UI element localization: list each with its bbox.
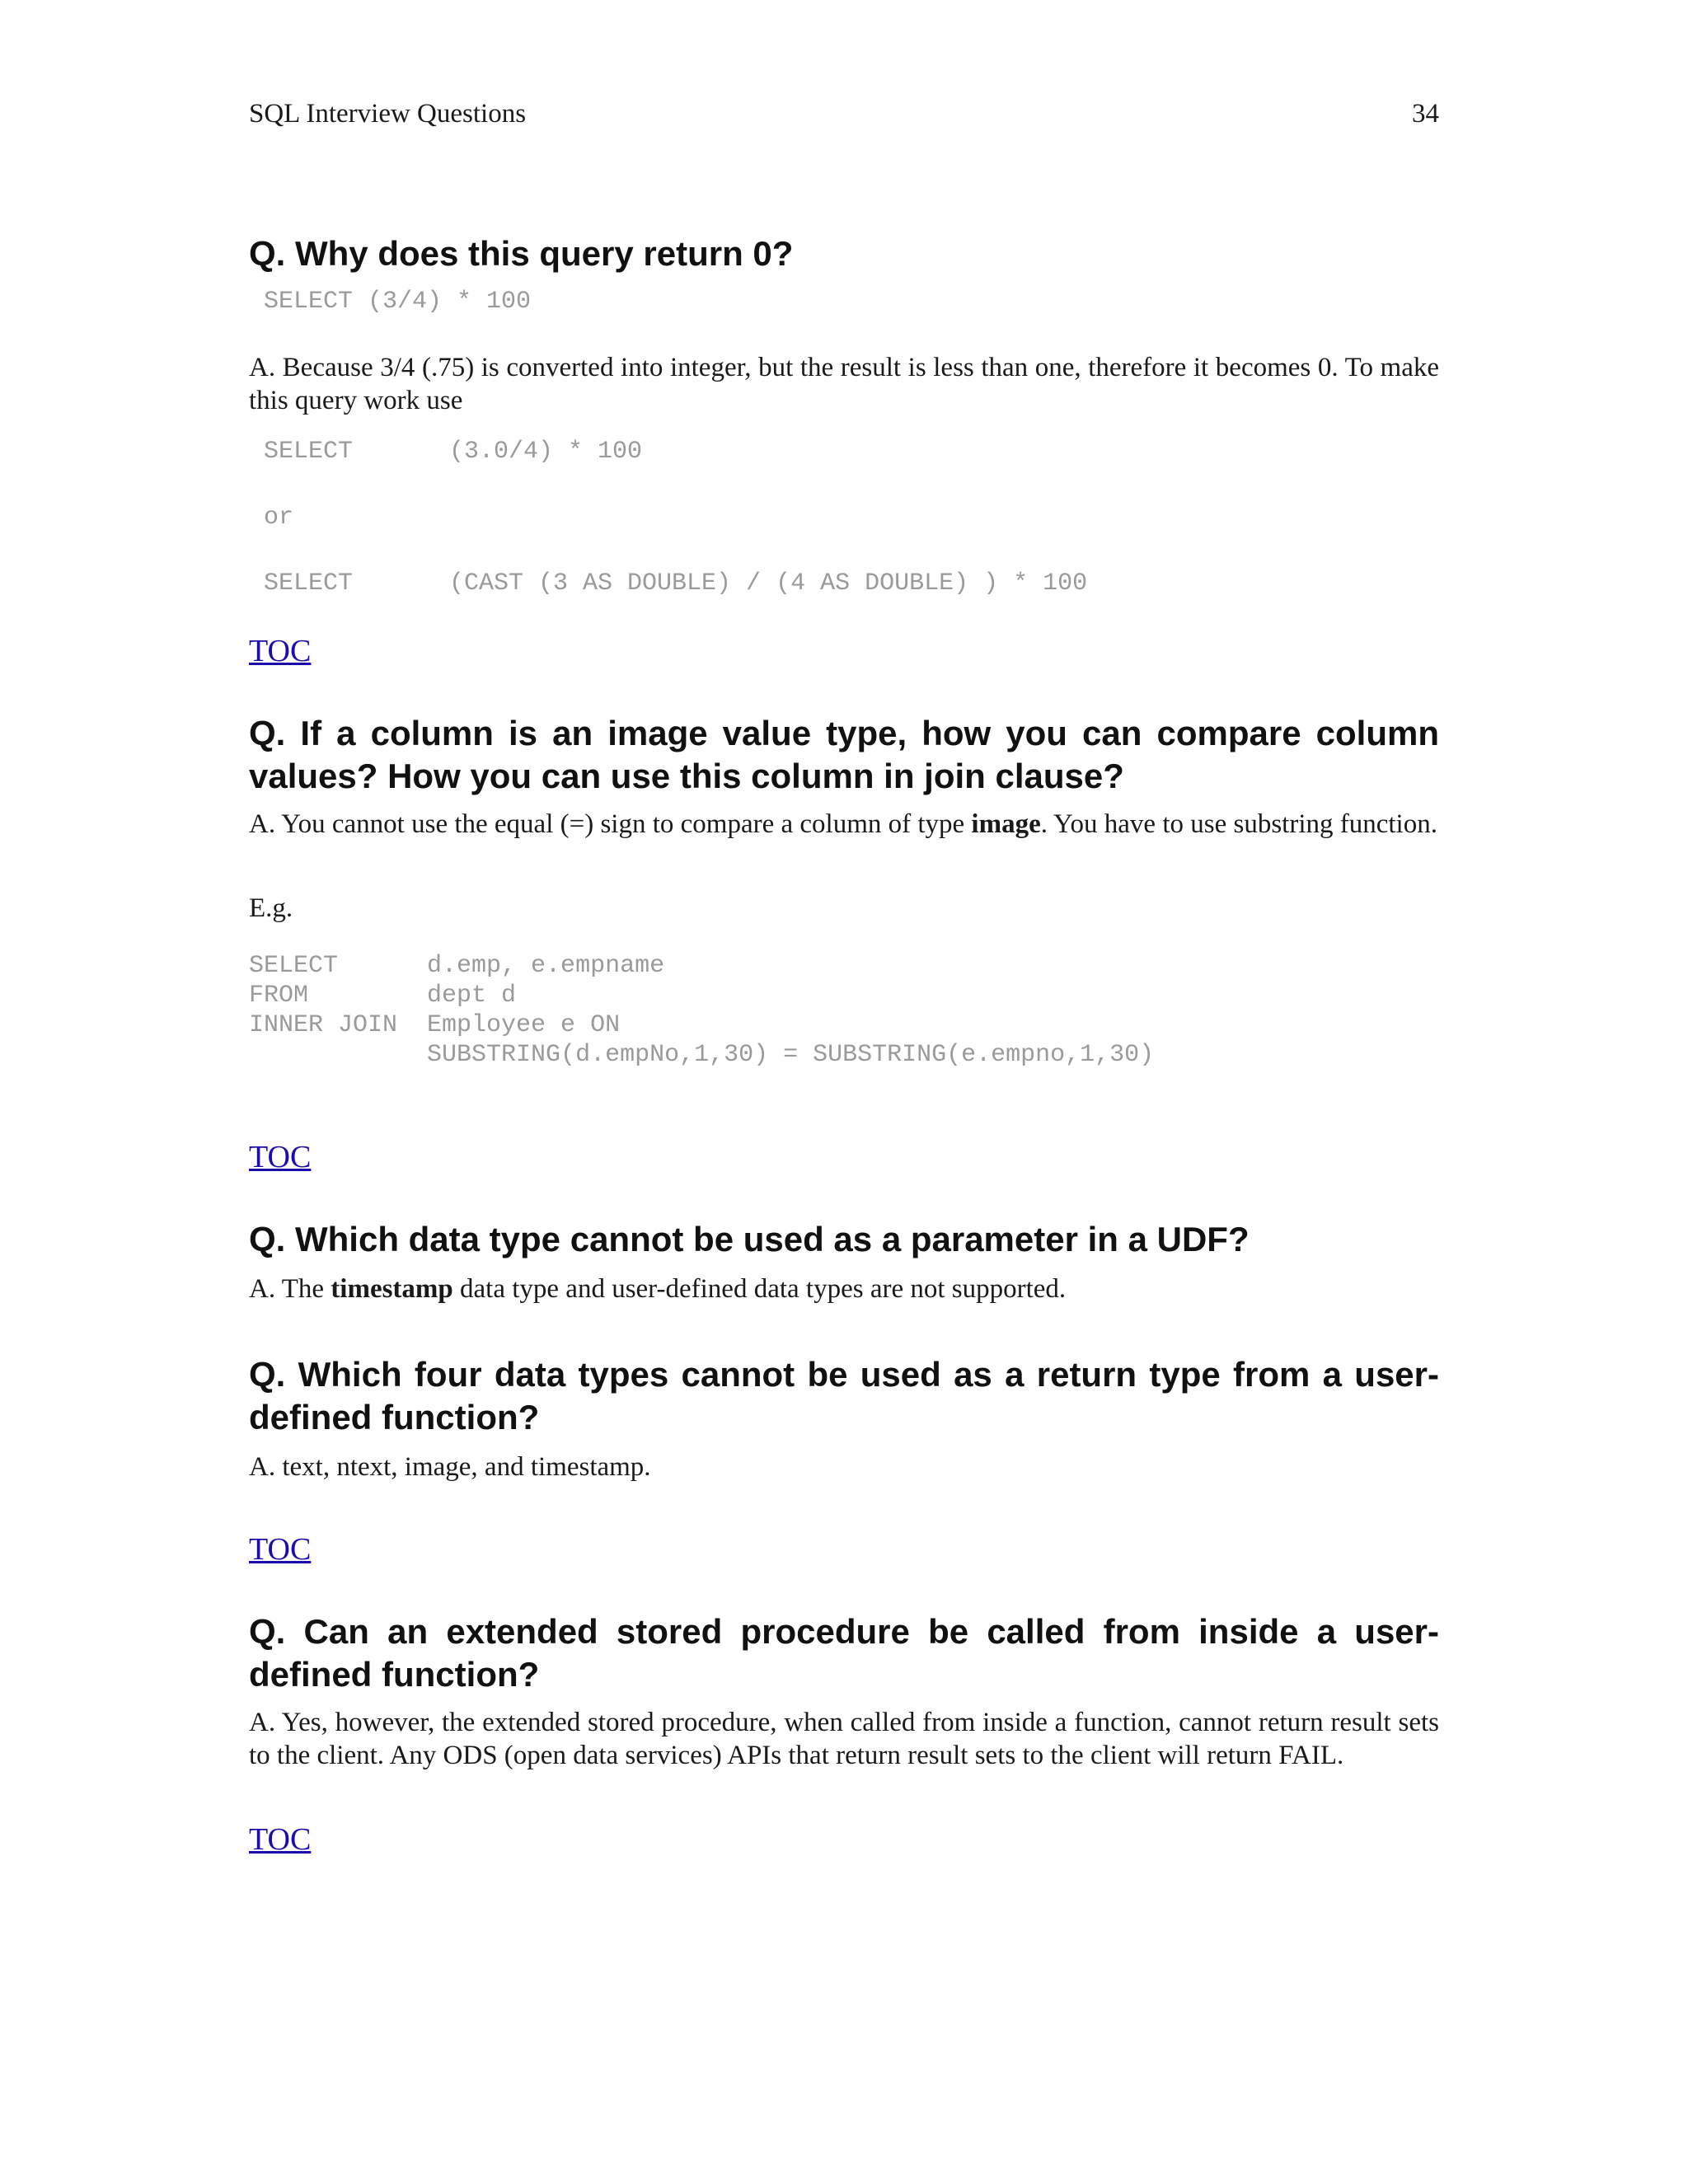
answer-text-part: data type and user-defined data types are not supported.: [452, 1274, 1067, 1304]
answer-text: A. Because 3/4 (.75) is converted into integer, but the result is less than one, therefore it becomes 0. To make this query work use: [249, 353, 1439, 415]
code-block: SELECT d.emp, e.empname FROM dept d INNER JOIN Employee e ON SUBSTRING(d.empNo,1,30) = SUBSTRING(e.empno,1,30): [249, 952, 1155, 1069]
code-expression: (CAST (3 AS DOUBLE) / (4 AS DOUBLE) ) * 100: [449, 569, 1088, 598]
code-keyword: SELECT: [264, 438, 354, 466]
answer-text: A. Yes, however, the extended stored procedure, when called from inside a function, cannot return result sets to the client. Any ODS (open data services) APIs that return result sets to the client will return FAIL.: [249, 1708, 1439, 1770]
code-or: or: [264, 504, 294, 532]
answer-text: A. text, ntext, image, and timestamp.: [249, 1452, 651, 1482]
question-heading: Q. Which data type cannot be used as a parameter in a UDF?: [249, 1220, 1250, 1258]
toc-link[interactable]: TOC: [249, 634, 312, 668]
code-snippet: SELECT (3/4) * 100: [264, 288, 532, 316]
answer-text-part: A. You cannot use the equal (=) sign to compare a column of type: [249, 809, 972, 839]
example-label: E.g.: [249, 893, 293, 923]
toc-link[interactable]: TOC: [249, 1822, 312, 1857]
code-keyword: SELECT: [264, 569, 354, 598]
question-heading: Q. Which four data types cannot be used as a return type from a user-defined function?: [249, 1355, 1439, 1436]
answer-emphasis: image: [971, 809, 1041, 839]
answer-text-part: A. The: [249, 1274, 331, 1304]
answer-text: [249, 1272, 1439, 1305]
answer-text-part: . You have to use substring function.: [1040, 809, 1437, 839]
answer-emphasis: timestamp: [331, 1274, 453, 1304]
page-number: 34: [1412, 99, 1439, 129]
toc-link[interactable]: TOC: [249, 1140, 312, 1174]
toc-link[interactable]: TOC: [249, 1532, 312, 1567]
question-heading: Q. Why does this query return 0?: [249, 234, 794, 273]
question-heading: Q. Can an extended stored procedure be called from inside a user-defined function?: [249, 1612, 1439, 1694]
answer-text: [249, 808, 1439, 841]
question-heading: Q. If a column is an image value type, how you can compare column values? How you can use this column in join clause?: [249, 714, 1439, 795]
running-title: SQL Interview Questions: [249, 99, 527, 129]
code-expression: (3.0/4) * 100: [449, 438, 643, 466]
